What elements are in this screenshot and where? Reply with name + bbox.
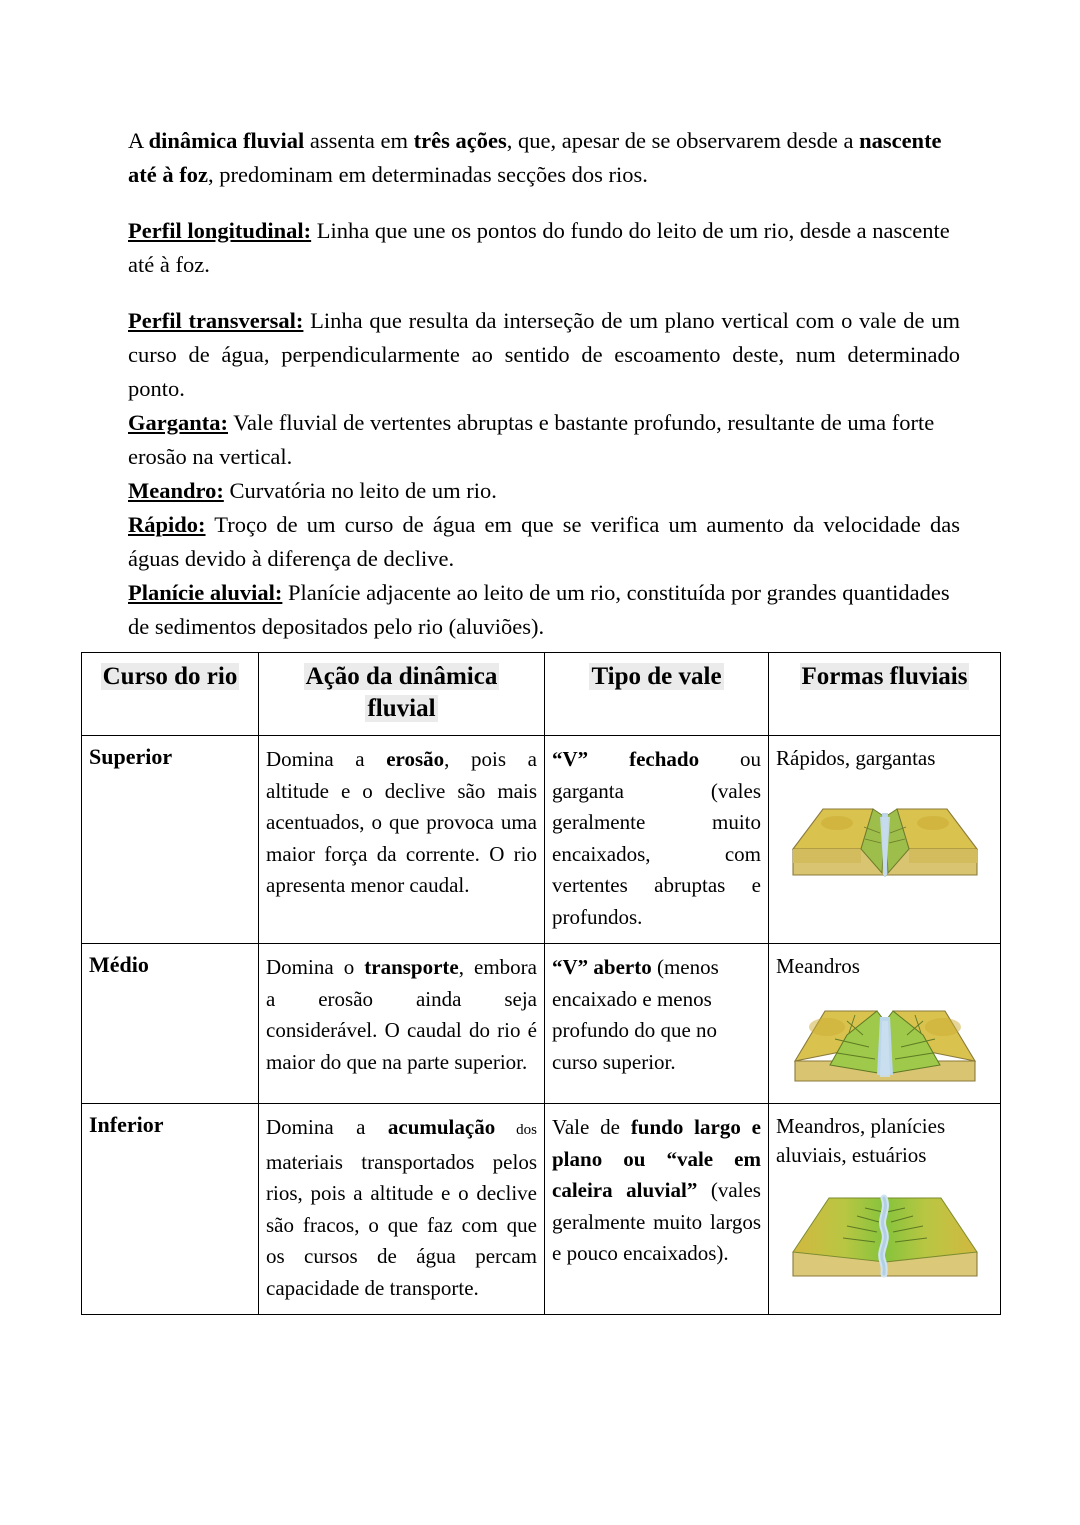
- table-row: [82, 944, 1001, 1104]
- definition-term: Rápido:: [128, 512, 206, 537]
- definition-rapido: [128, 508, 960, 576]
- cell-course-inferior: Inferior: [82, 1104, 259, 1315]
- definition-perfil-transversal: [128, 304, 960, 406]
- valley-pre: Vale de: [552, 1115, 631, 1139]
- cell-action-superior: [259, 736, 545, 944]
- fluvial-dynamics-table: [81, 652, 1001, 1315]
- header-curso-do-rio: [82, 653, 259, 736]
- definition-term: Perfil transversal:: [128, 308, 304, 333]
- cell-valley-inferior: [545, 1104, 769, 1315]
- header-tipo-de-vale: [545, 653, 769, 736]
- valley-rest: (vales geralmente muito largos e pouco encaixados).: [552, 1178, 761, 1265]
- definition-text: Vale fluvial de vertentes abruptas e bastante profundo, resultante de uma forte erosão na vertical.: [128, 410, 935, 469]
- cell-valley-superior: [545, 736, 769, 944]
- v-shaped-closed-valley-block-diagram: [785, 783, 985, 889]
- action-post: materiais transportados pelos rios, pois a altitude e o declive são fracos, o que faz com que os cursos de água percam capacidade de transporte.: [266, 1149, 537, 1300]
- cell-forms-medio: [769, 944, 1001, 1104]
- intro-mid: assenta em: [304, 128, 414, 153]
- valley-bold-v-aberto: “V” aberto: [552, 955, 652, 979]
- definition-meandro: [128, 474, 960, 508]
- cell-course-superior: Superior: [82, 736, 259, 944]
- definition-text: Linha que une os pontos do fundo do leito de um rio, desde a nascente até à foz.: [128, 218, 950, 277]
- definition-text: Planície adjacente ao leito de um rio, constituída por grandes quantidades de sedimentos depositados pelo rio (aluviões).: [128, 580, 950, 639]
- valley-bold-v-fechado: “V” fechado: [552, 747, 700, 771]
- action-pre: Domina a: [266, 1115, 388, 1139]
- table-row: [82, 736, 1001, 944]
- action-small-dos: dos: [495, 1122, 537, 1138]
- action-post: , pois a altitude e o declive são mais acentuados, o que provoca uma maior força da corrente. O rio apresenta menor caudal.: [266, 747, 537, 897]
- intro-text-block: [128, 124, 960, 644]
- action-bold-transporte: transporte: [364, 955, 459, 979]
- intro-pre: A: [128, 128, 149, 153]
- forms-label: Meandros, planícies aluviais, estuários: [776, 1114, 946, 1167]
- action-bold-acumulacao: acumulação: [387, 1115, 496, 1139]
- table-row: [82, 1104, 1001, 1315]
- definition-term: Garganta:: [128, 410, 228, 435]
- forms-label: Meandros: [776, 954, 860, 978]
- v-shaped-open-valley-block-diagram: [785, 991, 985, 1091]
- definition-perfil-longitudinal: [128, 214, 960, 282]
- header-label: Formas fluviais: [801, 663, 968, 690]
- header-label: Tipo de vale: [591, 663, 722, 690]
- definition-term: Perfil longitudinal:: [128, 218, 312, 243]
- valley-rest: (menos encaixado e menos profundo do que no curso superior.: [552, 955, 719, 1074]
- intro-paragraph: [128, 124, 960, 192]
- action-pre: Domina a: [266, 747, 387, 771]
- intro-end: , predominam em determinadas secções dos rios.: [207, 162, 648, 187]
- table-header-row: [82, 653, 1001, 736]
- action-bold-erosao: erosão: [386, 747, 445, 771]
- cell-action-inferior: [259, 1104, 545, 1315]
- intro-bold-nascente-ate-foz: nascente até à foz: [128, 128, 942, 187]
- flat-floor-alluvial-plain-block-diagram: [785, 1180, 985, 1292]
- definition-text: Curvatória no leito de um rio.: [223, 478, 497, 503]
- cell-forms-superior: [769, 736, 1001, 944]
- cell-action-medio: [259, 944, 545, 1104]
- header-acao-da-dinamica-fluvial: [259, 653, 545, 736]
- action-post: , embora a erosão ainda seja considerável. O caudal do rio é maior do que na parte superior.: [266, 955, 537, 1074]
- intro-bold-tres-acoes: três ações: [413, 128, 507, 153]
- cell-forms-inferior: [769, 1104, 1001, 1315]
- header-label-line1: Ação da dinâmica: [305, 663, 498, 690]
- valley-rest: ou garganta (vales geralmente muito encaixados, com vertentes abruptas e profundos.: [552, 747, 761, 929]
- intro-bold-dinamica-fluvial: dinâmica fluvial: [148, 128, 305, 153]
- cell-course-medio: Médio: [82, 944, 259, 1104]
- intro-post: , que, apesar de se observarem desde a: [506, 128, 860, 153]
- definition-term: Planície aluvial:: [128, 580, 283, 605]
- cell-valley-medio: [545, 944, 769, 1104]
- forms-label: Rápidos, gargantas: [776, 746, 936, 770]
- header-label-line2: fluvial: [367, 695, 436, 722]
- definition-text: Troço de um curso de água em que se verifica um aumento da velocidade das águas devido à diferença de declive.: [128, 512, 960, 571]
- action-pre: Domina o: [266, 955, 365, 979]
- definition-planicie-aluvial: [128, 576, 960, 644]
- definition-garganta: [128, 406, 960, 474]
- header-formas-fluviais: [769, 653, 1001, 736]
- definition-term: Meandro:: [128, 478, 224, 503]
- definition-text: Linha que resulta da interseção de um plano vertical com o vale de um curso de água, perpendicularmente ao sentido de escoamento deste, num determinado ponto.: [128, 308, 960, 401]
- valley-bold-fundo-largo-plano: fundo largo e plano ou “vale em caleira aluvial”: [552, 1115, 761, 1202]
- header-label: Curso do rio: [102, 663, 238, 690]
